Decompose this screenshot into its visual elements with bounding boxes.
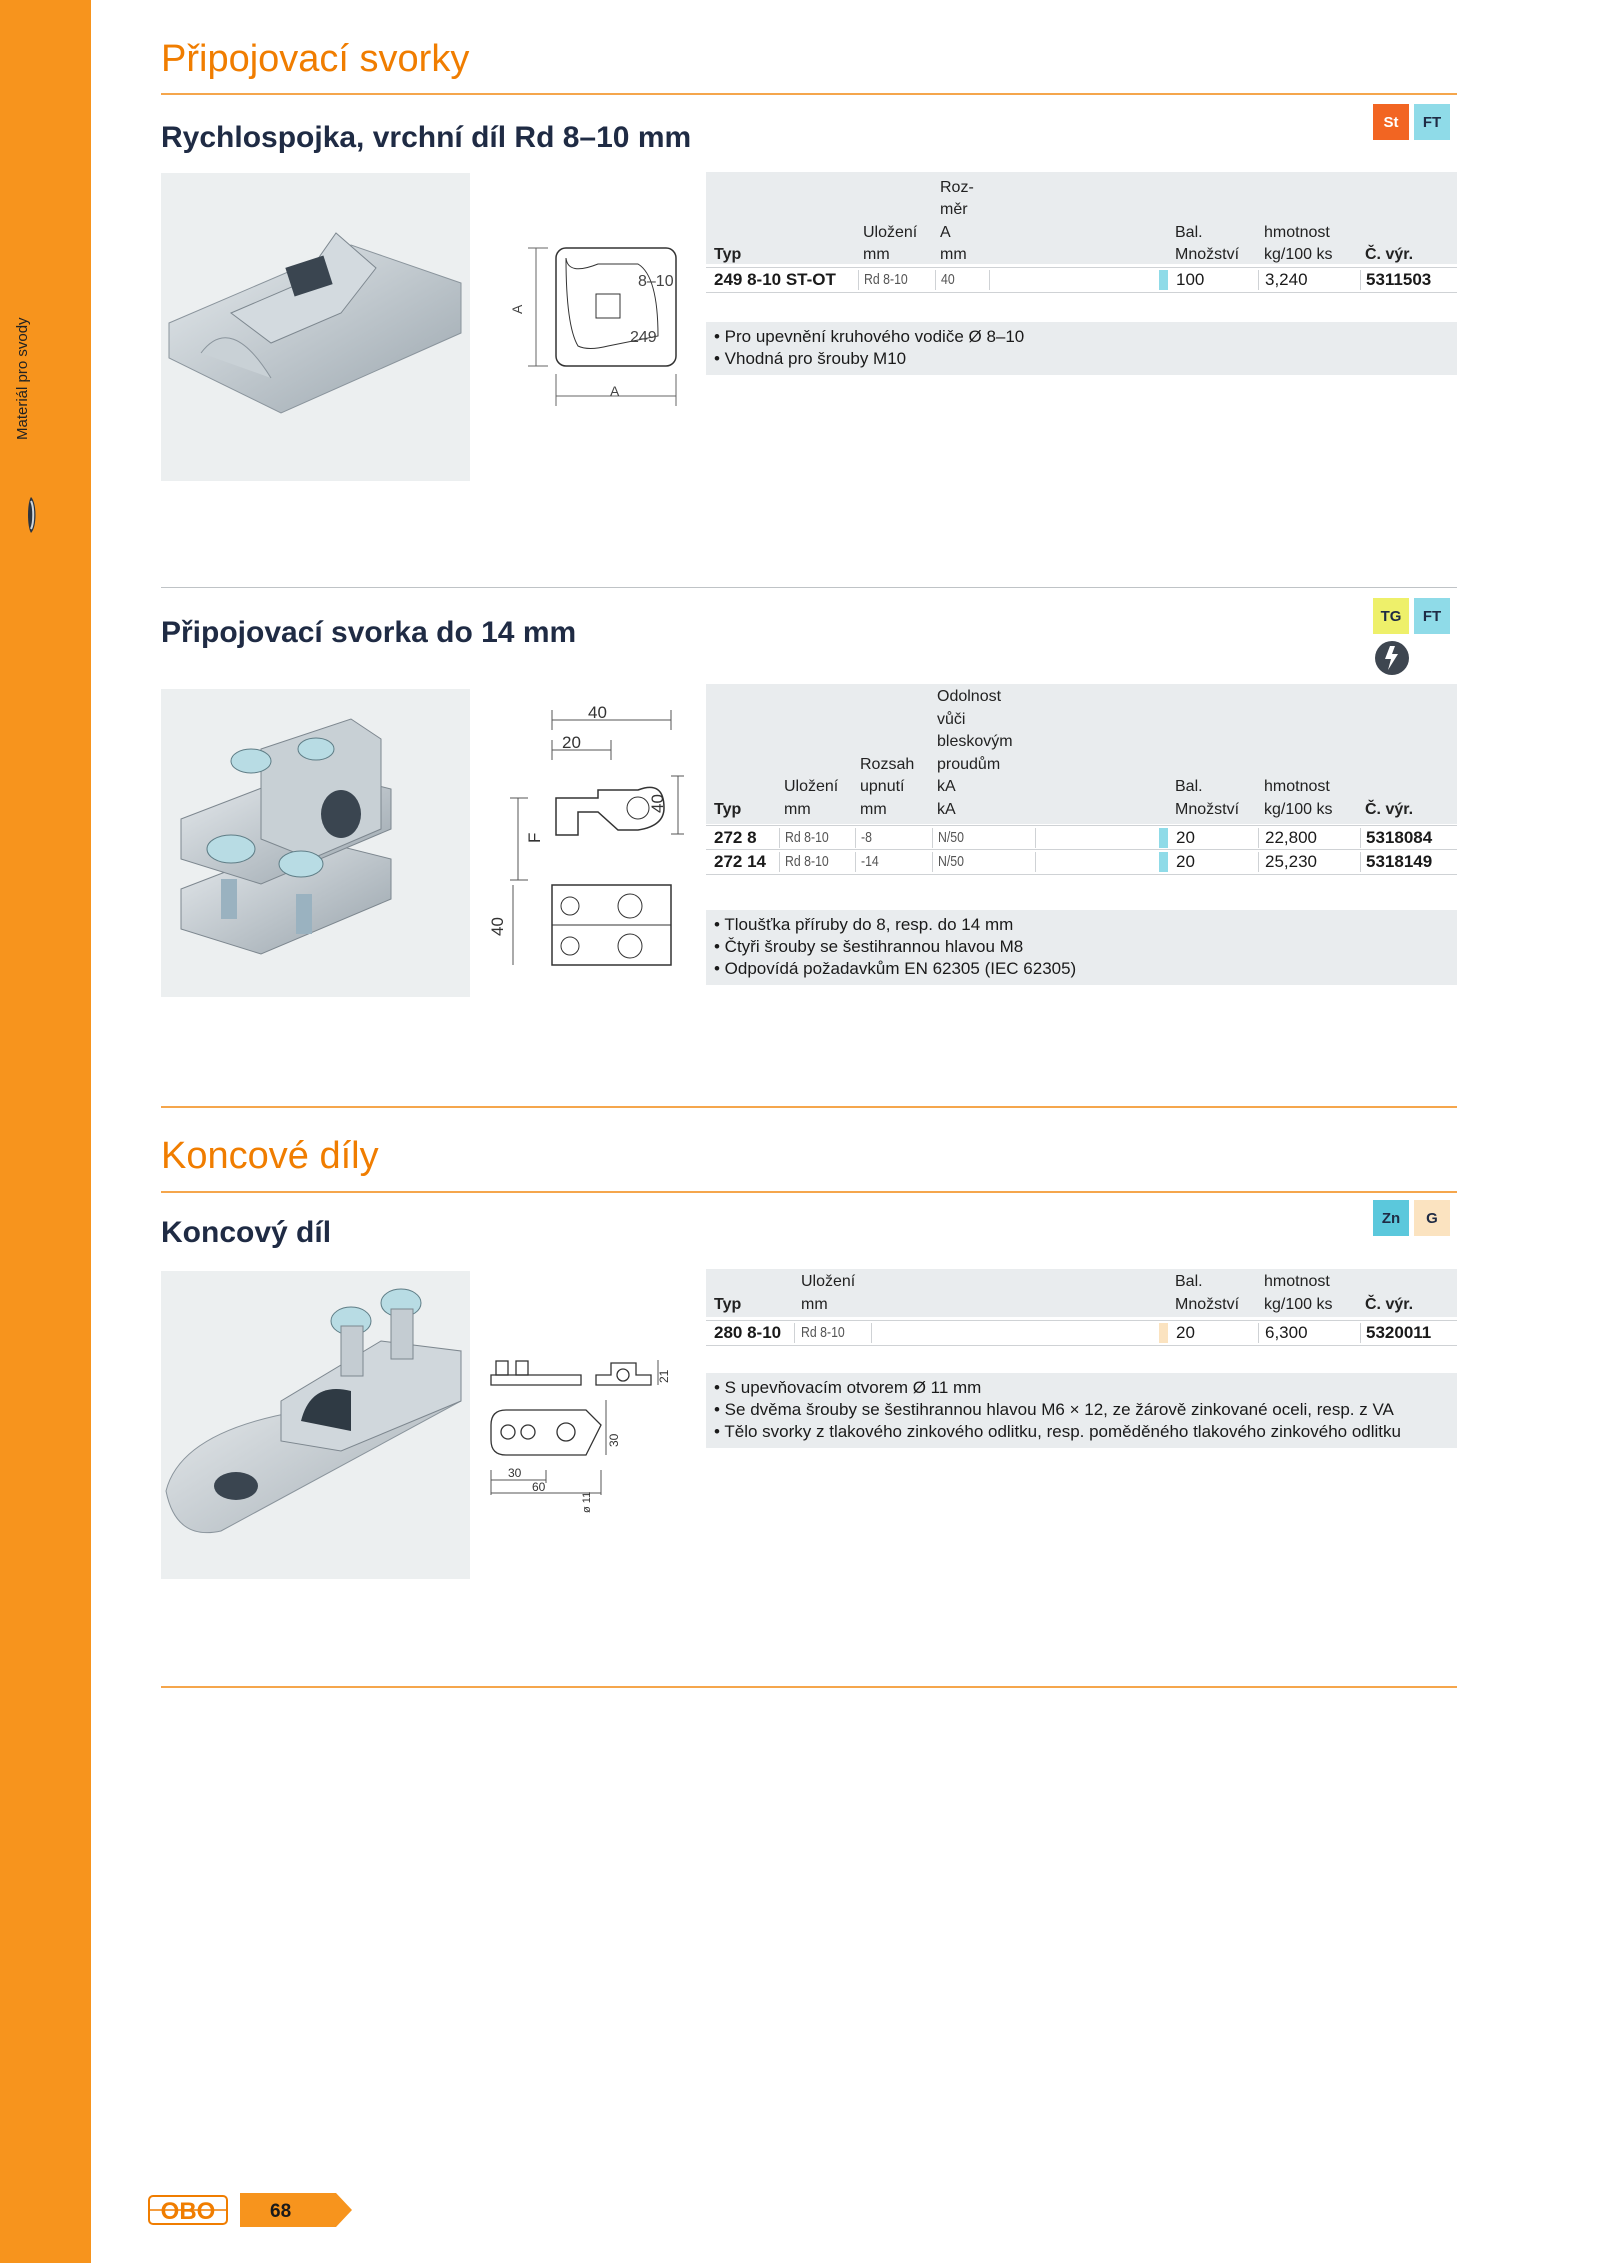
section-title-koncove-dily: Koncové díly — [161, 1135, 379, 1177]
product-photo — [161, 173, 470, 481]
col-odolnost-unit: kA — [937, 778, 956, 795]
col-odolnost-4: proudům — [937, 756, 1001, 773]
cell-hmotnost: 3,240 — [1265, 270, 1308, 289]
finish-badge-ft: FT — [1414, 104, 1450, 140]
col-bal-mnozstvi: Množství — [1175, 1296, 1240, 1313]
cell-rozsah: -8 — [861, 829, 872, 846]
obo-logo — [148, 2195, 228, 2225]
col-rozsah-unit: mm — [860, 801, 887, 818]
list-item: • Tloušťka příruby do 8, resp. do 14 mm — [714, 915, 1014, 934]
cell-ulozeni: Rd 8-10 — [864, 271, 908, 288]
finish-marker — [1159, 270, 1168, 290]
col-typ: Typ — [714, 246, 742, 263]
col-ulozeni-unit: mm — [784, 801, 811, 818]
section-title-pripojovaci-svorky: Připojovací svorky — [161, 38, 470, 80]
lightning-tested-icon — [1374, 640, 1410, 676]
cell-hmotnost: 6,300 — [1265, 1323, 1308, 1342]
section-divider — [161, 1686, 1457, 1688]
feature-list — [706, 1373, 1457, 1448]
col-ulozeni: Uložení — [801, 1273, 856, 1290]
table-row — [706, 849, 1457, 875]
product-title: Koncový díl — [161, 1216, 332, 1249]
col-hmotnost: hmotnost — [1264, 778, 1330, 795]
dimension-30: 30 — [508, 1466, 522, 1480]
dimension-21: 21 — [657, 1369, 671, 1383]
dimension-a-side: A — [509, 304, 525, 314]
col-bal-mnozstvi: Množství — [1175, 246, 1240, 263]
col-cislo-vyrobku: Č. výr. — [1365, 1296, 1414, 1313]
spec-table-header — [706, 684, 1457, 824]
list-item: • Se dvěma šrouby se šestihrannou hlavou M6 × 12, ze žárově zinkované oceli, resp. z VA — [714, 1400, 1394, 1419]
dimension-40: 40 — [588, 703, 607, 722]
col-rozsah: Rozsah — [860, 756, 915, 773]
cell-hmotnost: 22,800 — [1265, 828, 1317, 847]
list-item: • Čtyři šrouby se šestihrannou hlavou M8 — [714, 937, 1024, 956]
col-bal: Bal. — [1175, 778, 1203, 795]
col-hmotnost: hmotnost — [1264, 1273, 1330, 1290]
spec-table-header — [706, 172, 1457, 264]
cell-odolnost: N/50 — [938, 829, 964, 846]
cell-odolnost: N/50 — [938, 853, 964, 870]
dimension-20: 20 — [562, 733, 581, 752]
col-ulozeni: Uložení — [863, 224, 918, 241]
page-number — [240, 2193, 352, 2227]
feature-list — [706, 322, 1457, 375]
dimension-a-bottom: A — [610, 383, 620, 399]
cell-cislo-vyrobku: 5320011 — [1366, 1323, 1432, 1342]
section-divider — [161, 93, 1457, 95]
col-typ: Typ — [714, 1296, 742, 1313]
cell-ulozeni: Rd 8-10 — [785, 829, 829, 846]
list-item: • Odpovídá požadavkům EN 62305 (IEC 62305) — [714, 959, 1077, 978]
cell-typ: 280 8-10 — [714, 1323, 782, 1342]
conductor-clip-icon — [24, 495, 38, 535]
cell-rozsah: -14 — [861, 853, 879, 870]
material-badge-tg: TG — [1373, 598, 1409, 634]
col-hmotnost: hmotnost — [1264, 224, 1330, 241]
col-ulozeni: Uložení — [784, 778, 839, 795]
col-odolnost: Odolnost — [937, 688, 1002, 705]
dimension-40-bottom: 40 — [488, 917, 507, 936]
product-title: Rychlospojka, vrchní díl Rd 8–10 mm — [161, 121, 692, 154]
cell-typ: 272 8 — [714, 828, 757, 847]
section-divider — [161, 1191, 1457, 1193]
col-hmotnost-unit: kg/100 ks — [1264, 1296, 1333, 1313]
col-typ: Typ — [714, 801, 742, 818]
cell-cislo-vyrobku: 5318149 — [1366, 852, 1433, 871]
col-ulozeni-unit: mm — [801, 1296, 828, 1313]
feature-list — [706, 910, 1457, 985]
col-rozmer-unit: mm — [940, 246, 967, 263]
col-hmotnost-unit: kg/100 ks — [1264, 801, 1333, 818]
col-bal: Bal. — [1175, 224, 1203, 241]
cell-ulozeni: Rd 8-10 — [801, 1324, 845, 1341]
col-cislo-vyrobku: Č. výr. — [1365, 801, 1414, 818]
col-rozsah-2: upnutí — [860, 778, 905, 795]
svg-text:68: 68 — [270, 2201, 292, 2222]
dimension-30-height: 30 — [607, 1433, 621, 1447]
list-item: • Vhodná pro šrouby M10 — [714, 349, 907, 368]
list-item: • S upevňovacím otvorem Ø 11 mm — [714, 1378, 982, 1397]
col-rozmer: Roz- — [940, 179, 974, 196]
col-cislo-vyrobku: Č. výr. — [1365, 246, 1414, 263]
sidebar-label: Materiál pro svody — [14, 317, 31, 440]
col-ulozeni-unit: mm — [863, 246, 890, 263]
cell-typ: 272 14 — [714, 852, 766, 871]
cell-ulozeni: Rd 8-10 — [785, 853, 829, 870]
col-odolnost-2: vůči — [937, 711, 966, 728]
product-title: Připojovací svorka do 14 mm — [161, 616, 577, 649]
material-badge-zn: Zn — [1373, 1200, 1409, 1236]
cell-bal: 100 — [1176, 270, 1205, 289]
table-row — [706, 825, 1457, 851]
finish-marker — [1159, 828, 1168, 848]
finish-badge-ft: FT — [1414, 598, 1450, 634]
list-item: • Pro upevnění kruhového vodiče Ø 8–10 — [714, 327, 1025, 346]
dimension-60: 60 — [532, 1480, 546, 1494]
dimension-40-height: 40 — [648, 794, 667, 813]
spec-table-header — [706, 1269, 1457, 1317]
cell-bal: 20 — [1176, 1323, 1195, 1342]
cell-typ: 249 8-10 ST-OT — [714, 270, 836, 289]
cell-cislo-vyrobku: 5311503 — [1366, 270, 1432, 289]
drawing-label-8-10: 8–10 — [638, 273, 674, 290]
list-item: • Tělo svorky z tlakového zinkového odlitku, resp. poměděného tlakového zinkového odlitku — [714, 1422, 1401, 1441]
drawing-label-249: 249 — [630, 329, 657, 346]
section-divider — [161, 1106, 1457, 1108]
cell-bal: 20 — [1176, 852, 1195, 871]
col-odolnost-unit-2: kA — [937, 801, 956, 818]
dimension-f: F — [525, 832, 544, 843]
svg-text:OBO: OBO — [160, 2198, 216, 2225]
technical-drawing — [488, 700, 688, 1000]
dimension-d11: ø 11 — [581, 1491, 593, 1513]
col-odolnost-3: bleskovým — [937, 733, 1013, 750]
finish-badge-g: G — [1414, 1200, 1450, 1236]
cell-rozmer: 40 — [941, 271, 955, 288]
finish-marker — [1159, 1323, 1168, 1343]
table-row — [706, 267, 1457, 293]
finish-marker — [1159, 852, 1168, 872]
product-photo — [161, 1271, 470, 1579]
material-badge-st: St — [1373, 104, 1409, 140]
cell-bal: 20 — [1176, 828, 1195, 847]
col-bal-mnozstvi: Množství — [1175, 801, 1240, 818]
col-rozmer-a: A — [940, 224, 951, 241]
product-photo — [161, 689, 470, 997]
col-bal: Bal. — [1175, 1273, 1203, 1290]
technical-drawing — [486, 1335, 686, 1525]
cell-hmotnost: 25,230 — [1265, 852, 1317, 871]
col-hmotnost-unit: kg/100 ks — [1264, 246, 1333, 263]
technical-drawing — [488, 236, 688, 416]
table-row — [706, 1320, 1457, 1346]
col-rozmer-2: měr — [940, 201, 968, 218]
divider — [161, 587, 1457, 588]
cell-cislo-vyrobku: 5318084 — [1366, 828, 1433, 847]
